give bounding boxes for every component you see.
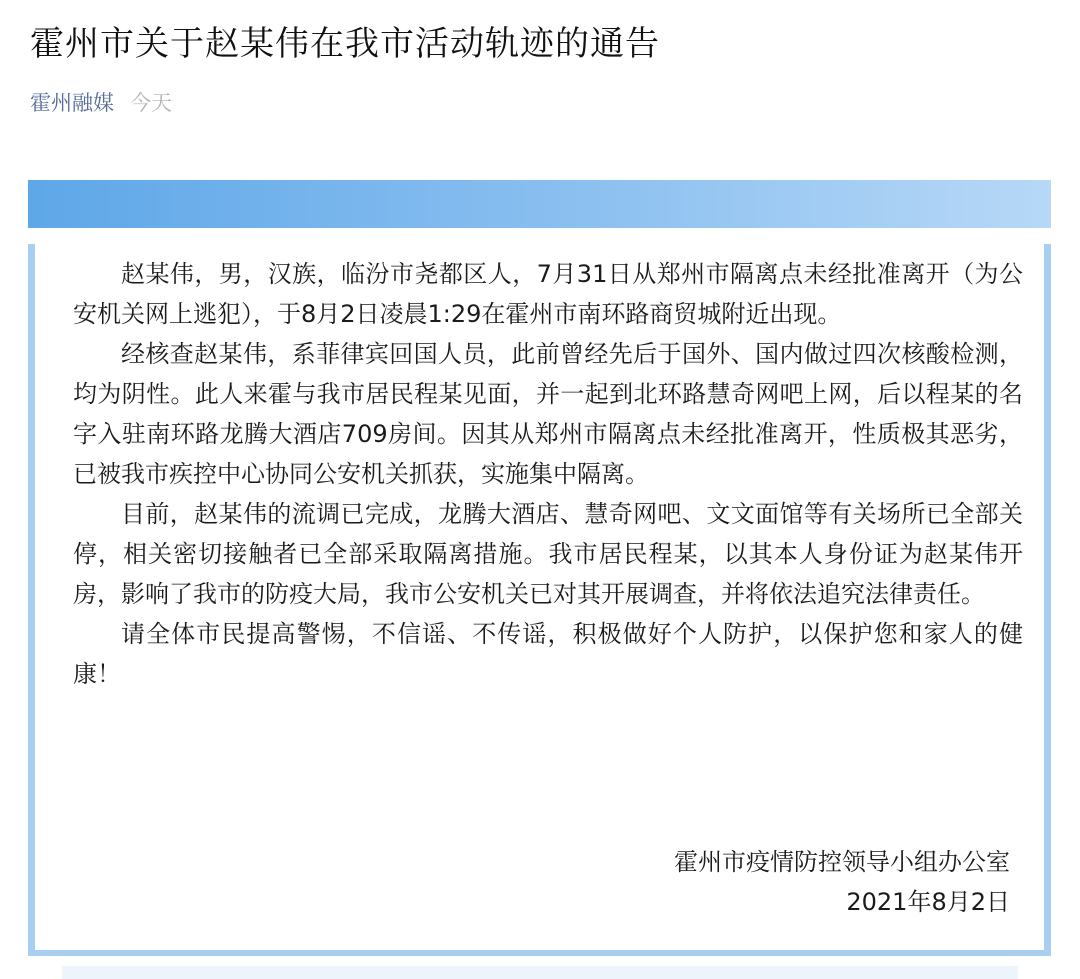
issuer-name: 霍州市疫情防控领导小组办公室: [674, 848, 1010, 876]
article-meta: [30, 86, 172, 118]
notice-signature: [674, 842, 1010, 922]
publish-date: 今天: [130, 91, 172, 115]
notice-body: [73, 254, 1023, 694]
notice-card: [28, 244, 1051, 956]
issue-date: 2021年8月2日: [846, 888, 1010, 916]
notice-paragraph: 请全体市民提高警惕，不信谣、不传谣，积极做好个人防护，以保护您和家人的健康！: [73, 620, 1023, 688]
bottom-decor-strip: [62, 966, 1018, 979]
article-title: 霍州市关于赵某伟在我市活动轨迹的通告: [30, 24, 660, 64]
account-name-link[interactable]: 霍州融媒: [30, 91, 114, 115]
notice-paragraph: 赵某伟，男，汉族，临汾市尧都区人，7月31日从郑州市隔离点未经批准离开（为公安机关网上逃犯），于8月2日凌晨1:29在霍州市南环路商贸城附近出现。: [73, 260, 1023, 328]
header-banner: [28, 180, 1051, 228]
notice-paragraph: 目前，赵某伟的流调已完成，龙腾大酒店、慧奇网吧、文文面馆等有关场所已全部关停，相关密切接触者已全部采取隔离措施。我市居民程某，以其本人身份证为赵某伟开房，影响了我市的防疫大局，我市公安机关已对其开展调查，并将依法追究法律责任。: [73, 500, 1023, 608]
notice-paragraph: 经核查赵某伟，系菲律宾回国人员，此前曾经先后于国外、国内做过四次核酸检测，均为阴性。此人来霍与我市居民程某见面，并一起到北环路慧奇网吧上网，后以程某的名字入驻南环路龙腾大酒店709房间。因其从郑州市隔离点未经批准离开，性质极其恶劣，已被我市疾控中心协同公安机关抓获，实施集中隔离。: [73, 340, 1023, 488]
